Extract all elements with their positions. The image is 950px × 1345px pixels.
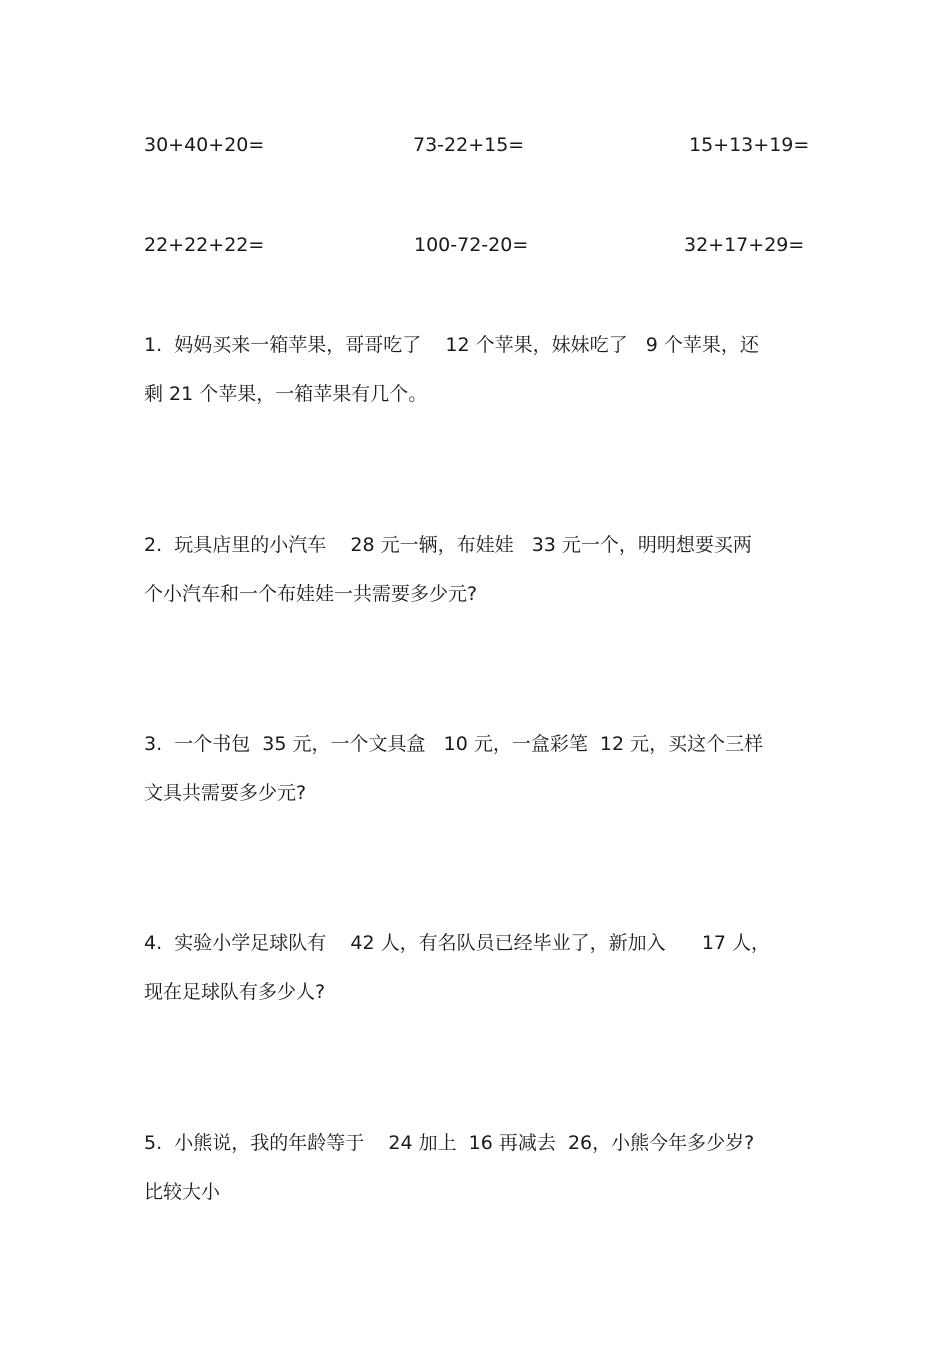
- word-problem: [144, 732, 809, 805]
- problem-text-line: 4. 实验小学足球队有 42 人，有名队员已经毕业了，新加入 17 人，: [144, 932, 771, 954]
- problem-text-line: 现在足球队有多少人?: [144, 981, 326, 1003]
- section-heading: 比较大小: [144, 1181, 221, 1203]
- problem-text-line: 文具共需要多少元?: [144, 782, 307, 804]
- arithmetic-expression: 15+13+19=: [689, 134, 810, 156]
- problem-text-line: 2. 玩具店里的小汽车 28 元一辆，布娃娃 33 元一个，明明想要买两: [144, 534, 752, 556]
- word-problem: [144, 931, 809, 1004]
- arithmetic-expression: 100-72-20=: [414, 234, 529, 256]
- word-problem: [144, 333, 809, 406]
- arithmetic-expression: 30+40+20=: [144, 134, 265, 156]
- problem-text-line: 剩 21 个苹果，一箱苹果有几个。: [144, 383, 428, 405]
- word-problem: [144, 1131, 809, 1204]
- problem-text-line: 1. 妈妈买来一箱苹果，哥哥吃了 12 个苹果，妹妹吃了 9 个苹果，还: [144, 334, 759, 356]
- arithmetic-expression: 73-22+15=: [413, 134, 525, 156]
- word-problem: [144, 533, 809, 606]
- problem-text-line: 3. 一个书包 35 元，一个文具盒 10 元，一盒彩笔 12 元，买这个三样: [144, 733, 764, 755]
- problem-text-line: 5. 小熊说，我的年龄等于 24 加上 16 再减去 26，小熊今年多少岁?: [144, 1132, 755, 1154]
- arithmetic-expression: 32+17+29=: [684, 234, 805, 256]
- arithmetic-expression: 22+22+22=: [144, 234, 265, 256]
- problem-text-line: 个小汽车和一个布娃娃一共需要多少元?: [144, 583, 478, 605]
